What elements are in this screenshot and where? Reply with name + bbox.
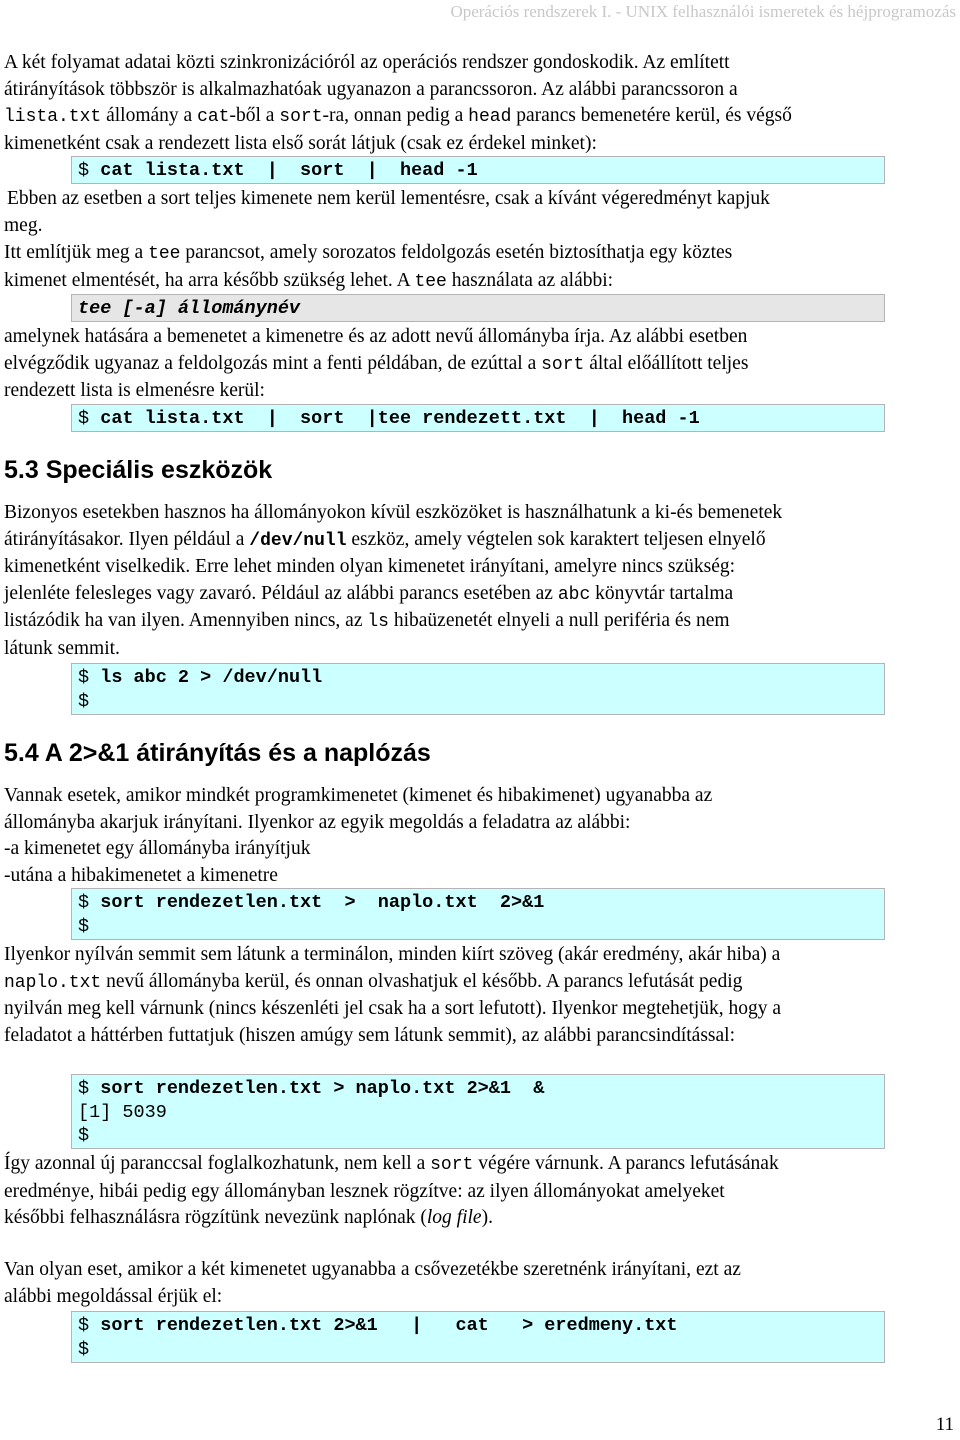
text-line: -utána a hibakimenetet a kimenetre bbox=[4, 864, 278, 886]
text-span: végére várnunk. A parancs lefutásának bbox=[473, 1153, 779, 1174]
text-line: -a kimenetet egy állományba irányítjuk bbox=[4, 838, 311, 859]
text-span: jelenléte felesleges vagy zavaró. Például az alábbi parancs esetében az bbox=[4, 582, 558, 604]
shell-prompt: $ bbox=[78, 1125, 90, 1146]
section-heading-5-3: 5.3 Speciális eszközök bbox=[4, 456, 273, 484]
text-line bbox=[4, 581, 956, 609]
code-block-tee-syntax bbox=[71, 294, 885, 322]
text-line bbox=[4, 268, 956, 296]
text-line bbox=[4, 608, 956, 636]
text-span: Így azonnal új paranccsal foglalkozhatunk, nem kell a bbox=[4, 1153, 431, 1174]
inline-code: abc bbox=[557, 584, 591, 605]
code-block-pipe-stderr bbox=[71, 1311, 885, 1363]
text-line: Van olyan eset, amikor a két kimenetet ugyanabba a csővezetékbe szeretnénk irányítani, ezt az bbox=[4, 1259, 741, 1280]
shell-command: sort rendezetlen.txt 2>&1 | cat > eredmeny.txt bbox=[100, 1315, 678, 1336]
code-block-tee-pipeline bbox=[71, 404, 885, 432]
text-span: hibaüzenetét elnyeli a null periféria és nem bbox=[388, 610, 730, 631]
paragraph-sort-output-cont bbox=[4, 213, 956, 240]
section-heading-5-4: 5.4 A 2>&1 átirányítás és a naplózás bbox=[4, 739, 431, 767]
shell-command: ls abc 2 > /dev/null bbox=[100, 667, 323, 688]
text-span: listázódik ha van ilyen. Amennyiben nincs, az bbox=[4, 610, 368, 631]
text-span: parancs bemenetére kerül, és végső bbox=[511, 105, 792, 126]
text-line: átirányítások többször is alkalmazhatóak ugyanazon a parancssoron. Az alábbi parancssoron a bbox=[4, 78, 738, 100]
text-span: nevű állományba kerül, és onnan olvashatjuk el később. A parancs lefutását pedig bbox=[101, 970, 743, 992]
text-line: eredménye, hibái pedig egy állományban lesznek rögzítve: az ilyen állományokat amelyeket bbox=[4, 1180, 725, 1202]
shell-prompt: $ bbox=[78, 892, 101, 913]
inline-code: sort bbox=[541, 354, 585, 375]
text-line: kimenetként viselkedik. Erre lehet minden olyan kimenetet irányítani, amelyre nincs szükség: bbox=[4, 556, 736, 577]
emphasis-text: log file bbox=[426, 1207, 482, 1228]
code-block-ls-devnull bbox=[71, 663, 885, 715]
text-line bbox=[4, 1205, 956, 1232]
text-span: ). bbox=[481, 1207, 493, 1228]
paragraph-both-outputs bbox=[4, 783, 956, 889]
text-span: -ra, onnan pedig a bbox=[322, 105, 469, 126]
shell-command: sort rendezetlen.txt > naplo.txt 2>&1 bbox=[100, 892, 545, 913]
text-line bbox=[4, 527, 956, 555]
text-span: Itt említjük meg a bbox=[4, 242, 149, 263]
inline-code: /dev/null bbox=[249, 530, 347, 551]
shell-command: cat lista.txt | sort |tee rendezett.txt | head -1 bbox=[100, 408, 700, 429]
text-line: alábbi megoldással érjük el: bbox=[4, 1285, 223, 1307]
text-line: Ilyenkor nyílván semmit sem látunk a terminálon, minden kiírt szöveg (akár eredmény, akár hiba) a bbox=[4, 944, 781, 965]
code-block-background-job bbox=[71, 1074, 885, 1149]
page-number: 11 bbox=[935, 1414, 954, 1435]
paragraph-pipe-both bbox=[4, 1257, 956, 1310]
paragraph-tee-intro bbox=[4, 240, 956, 295]
inline-code: tee bbox=[414, 271, 447, 292]
shell-prompt: $ bbox=[78, 160, 101, 181]
text-line: feladatot a háttérben futtatjuk (hiszen amúgy sem látunk semmit), az alábbi parancsindítással: bbox=[4, 1024, 736, 1046]
inline-code: lista.txt bbox=[4, 107, 102, 127]
text-span: elvégződik ugyanaz a feldolgozás mint a fenti példában, de ezúttal a bbox=[4, 352, 542, 374]
text-line: Bizonyos esetekben hasznos ha állományokon kívül eszközöket is használhatunk a ki-és bemenetek bbox=[4, 502, 783, 523]
text-line: meg. bbox=[4, 215, 43, 236]
text-span: későbbi felhasználásra rögzítünk nevezünk naplónak ( bbox=[4, 1207, 427, 1228]
job-id-output: [1] 5039 bbox=[78, 1101, 167, 1123]
text-span: használata az alábbi: bbox=[446, 269, 614, 291]
text-span: -ből a bbox=[229, 105, 280, 126]
shell-command: cat lista.txt | sort | head -1 bbox=[100, 160, 478, 181]
paragraph-sort-output bbox=[7, 186, 959, 213]
paragraph-log-file bbox=[4, 942, 956, 1049]
inline-code: ls bbox=[367, 612, 389, 632]
shell-prompt: $ bbox=[78, 1078, 101, 1099]
text-line: látunk semmit. bbox=[4, 637, 120, 659]
inline-code: naplo.txt bbox=[4, 972, 102, 993]
text-line bbox=[4, 969, 956, 997]
paragraph-naplo bbox=[4, 1151, 956, 1232]
inline-code: head bbox=[468, 107, 512, 127]
text-line bbox=[4, 240, 956, 268]
text-line: Vannak esetek, amikor mindkét programkimenetet (kimenet és hibakimenet) ugyanabba az bbox=[4, 785, 713, 806]
text-line: kimenetként csak a rendezett lista első sorát látjuk (csak ez érdekel minket): bbox=[4, 132, 597, 154]
paragraph-dev-null bbox=[4, 500, 956, 662]
text-span: átirányításakor. Ilyen például a bbox=[4, 528, 250, 550]
text-span: kimenet elmentését, ha arra később szükség lehet. A bbox=[4, 269, 415, 291]
text-span: állomány a bbox=[101, 105, 198, 126]
inline-code: sort bbox=[430, 1155, 474, 1175]
text-line bbox=[4, 351, 956, 379]
shell-command: sort rendezetlen.txt > naplo.txt 2>&1 & bbox=[100, 1078, 545, 1099]
text-line bbox=[4, 103, 956, 131]
text-line bbox=[4, 1151, 956, 1179]
text-line: Ebben az esetben a sort teljes kimenete nem kerül lementésre, csak a kívánt végeredményt kapjuk bbox=[7, 188, 770, 209]
paragraph-sync bbox=[4, 50, 956, 157]
text-line: amelynek hatására a bemenetet a kimenetre és az adott nevű állományba írja. Az alábbi esetben bbox=[4, 326, 748, 347]
code-block-redirect-stderr bbox=[71, 888, 885, 940]
text-span: által előállított teljes bbox=[584, 352, 749, 374]
shell-prompt: $ bbox=[78, 1315, 101, 1336]
shell-prompt: $ bbox=[78, 408, 101, 429]
inline-code: cat bbox=[197, 107, 230, 127]
text-span: könyvtár tartalma bbox=[590, 582, 734, 604]
shell-prompt: $ bbox=[78, 690, 90, 712]
inline-code: sort bbox=[279, 107, 323, 127]
shell-prompt: $ bbox=[78, 1338, 90, 1360]
text-span: parancsot, amely sorozatos feldolgozás esetén biztosíthatja egy köztes bbox=[180, 242, 733, 263]
running-header: Operációs rendszerek I. - UNIX felhasználói ismeretek és héjprogramozás bbox=[450, 2, 956, 21]
text-line: A két folyamat adatai közti szinkronizációról az operációs rendszer gondoskodik. Az említett bbox=[4, 52, 730, 73]
shell-prompt: $ bbox=[78, 667, 101, 688]
text-line: rendezett lista is elmenésre kerül: bbox=[4, 380, 265, 401]
shell-prompt: $ bbox=[78, 915, 90, 937]
text-line: állományba akarjuk irányítani. Ilyenkor az egyik megoldás a feladatra az alábbi: bbox=[4, 811, 631, 833]
inline-code: tee bbox=[148, 244, 181, 264]
text-line: nyilván meg kell várnunk (nincs készenléti jel csak ha a sort lefutott). Ilyenkor megtehetjük, hogy a bbox=[4, 998, 782, 1019]
code-block-pipeline bbox=[71, 156, 885, 184]
paragraph-tee-explain bbox=[4, 324, 956, 405]
text-span: eszköz, amely végtelen sok karaktert teljesen elnyelő bbox=[346, 528, 766, 550]
syntax-text: tee [-a] állománynév bbox=[78, 298, 301, 319]
